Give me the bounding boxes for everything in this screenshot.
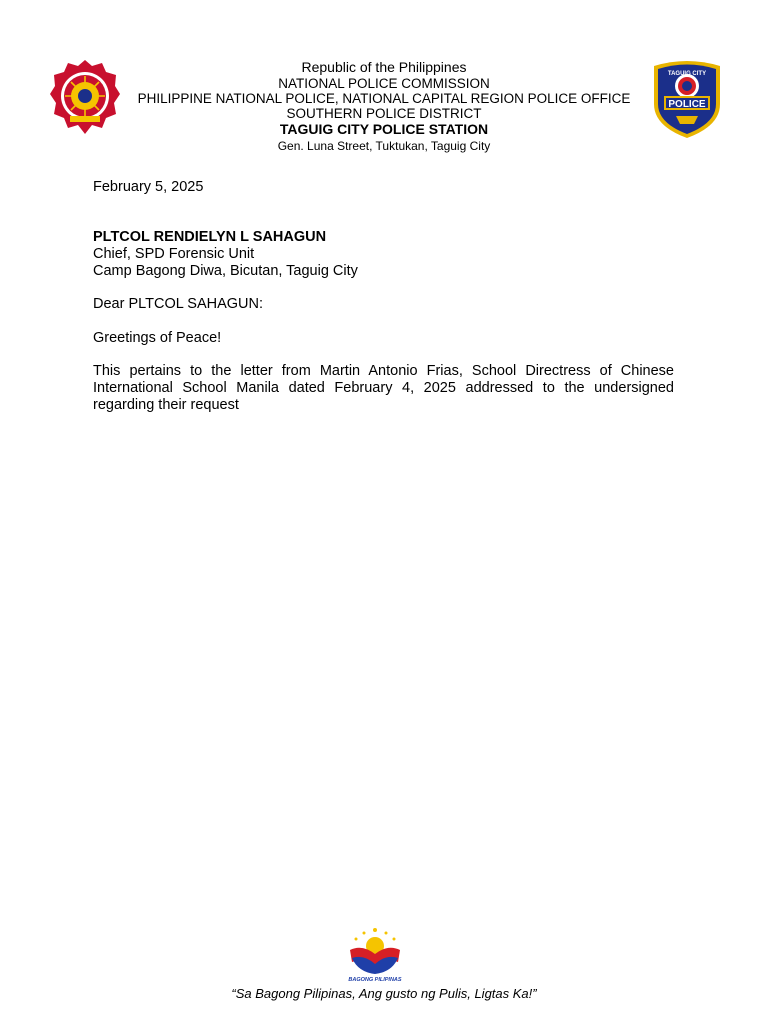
bagong-pilipinas-text: BAGONG PILIPINAS <box>348 977 402 982</box>
greeting: Greetings of Peace! <box>93 330 222 346</box>
letterhead-spd: SOUTHERN POLICE DISTRICT <box>286 106 482 121</box>
addressee-block <box>93 229 674 280</box>
letterhead-napolcom: NATIONAL POLICE COMMISSION <box>278 76 490 91</box>
badge-police-text: POLICE <box>668 99 706 110</box>
recipient-address: Camp Bagong Diwa, Bicutan, Taguig City <box>93 263 358 279</box>
letterhead <box>0 58 768 154</box>
recipient-name: PLTCOL RENDIELYN L SAHAGUN <box>93 229 327 245</box>
letterhead-address: Gen. Luna Street, Tuktukan, Taguig City <box>277 139 491 153</box>
bagong-pilipinas-logo-icon <box>344 926 406 982</box>
footer-motto: “Sa Bagong Pilipinas, Ang gusto ng Pulis, Ligtas Ka!” <box>231 986 537 1001</box>
badge-city-text: TAGUIG CITY <box>667 71 707 77</box>
letterhead-republic: Republic of the Philippines <box>301 59 467 75</box>
letter-date: February 5, 2025 <box>93 179 204 195</box>
letterhead-station: TAGUIG CITY POLICE STATION <box>279 121 489 137</box>
letterhead-pnp-ncrpo: PHILIPPINE NATIONAL POLICE, NATIONAL CAPITAL REGION POLICE OFFICE <box>137 91 631 106</box>
salutation: Dear PLTCOL SAHAGUN: <box>93 296 264 312</box>
recipient-title: Chief, SPD Forensic Unit <box>93 246 255 262</box>
body-paragraph: This pertains to the letter from Martin Antonio Frias, School Directress of Chinese International School Manila dated February 4, 2025 addressed to the undersigned regarding their request <box>93 363 674 413</box>
